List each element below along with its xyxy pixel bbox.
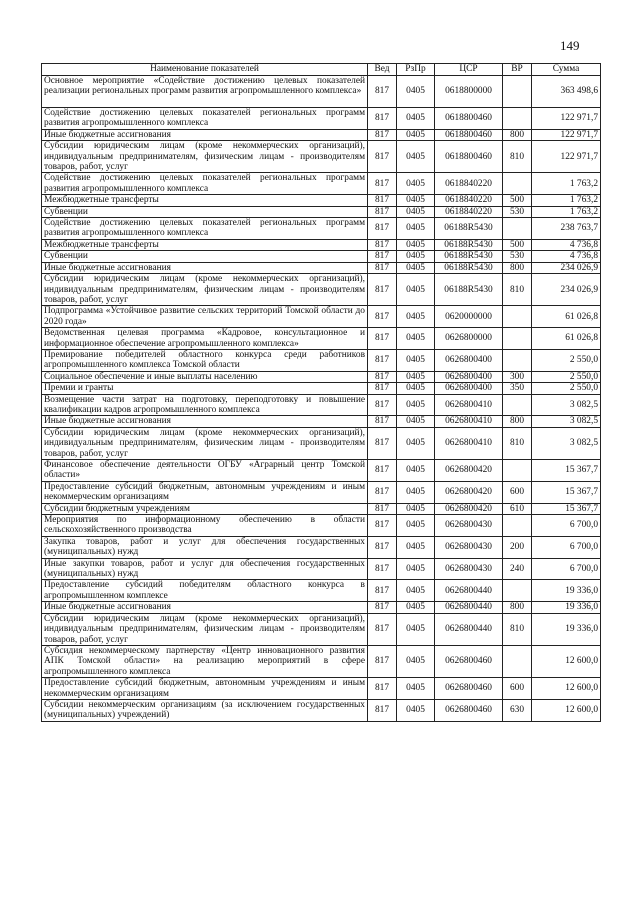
cell-name: Финансовое обеспечение деятельности ОГБУ «Аграрный центр Томской области»	[42, 460, 368, 482]
cell-ved: 817	[368, 536, 397, 558]
cell-name: Содействие достижению целевых показателей региональных программ развития агропромышленного комплекса	[42, 218, 368, 240]
table-row	[42, 173, 601, 195]
cell-csr: 0626800400	[435, 349, 503, 371]
table-body	[42, 76, 601, 722]
table-row	[42, 76, 601, 108]
table-row	[42, 515, 601, 537]
cell-ved: 817	[368, 699, 397, 721]
cell-rzpr: 0405	[397, 427, 435, 459]
cell-vr: 500	[503, 239, 532, 250]
cell-name: Межбюджетные трансферты	[42, 195, 368, 206]
cell-vr: 810	[503, 141, 532, 173]
cell-sum: 4 736,8	[532, 251, 601, 262]
cell-ved: 817	[368, 195, 397, 206]
cell-vr	[503, 394, 532, 416]
cell-csr: 0626800400	[435, 371, 503, 382]
cell-csr: 0626800410	[435, 427, 503, 459]
cell-rzpr: 0405	[397, 195, 435, 206]
cell-name: Субсидии юридическим лицам (кроме некоммерческих организаций), индивидуальным предпринимателям, физическим лицам - производителям товаров, работ, услуг	[42, 274, 368, 306]
cell-rzpr: 0405	[397, 602, 435, 613]
header-sum: Сумма	[532, 64, 601, 76]
cell-name: Межбюджетные трансферты	[42, 239, 368, 250]
cell-ved: 817	[368, 371, 397, 382]
table-row	[42, 580, 601, 602]
cell-rzpr: 0405	[397, 503, 435, 514]
cell-sum: 4 736,8	[532, 239, 601, 250]
cell-sum: 2 550,0	[532, 383, 601, 394]
cell-ved: 817	[368, 206, 397, 217]
table-row	[42, 427, 601, 459]
cell-name: Субсидии юридическим лицам (кроме некоммерческих организаций), индивидуальным предпринимателям, физическим лицам - производителям товаров, работ, услуг	[42, 427, 368, 459]
cell-name: Субвенции	[42, 206, 368, 217]
table-row	[42, 383, 601, 394]
cell-vr	[503, 173, 532, 195]
cell-sum: 19 336,0	[532, 580, 601, 602]
header-ved: Вед	[368, 64, 397, 76]
cell-name: Предоставление субсидий бюджетным, автономным учреждениям и иным некоммерческим организациям	[42, 481, 368, 503]
cell-csr: 0626800430	[435, 536, 503, 558]
cell-rzpr: 0405	[397, 108, 435, 130]
cell-csr: 06188R5430	[435, 262, 503, 273]
table-row	[42, 239, 601, 250]
cell-rzpr: 0405	[397, 515, 435, 537]
cell-csr: 06188R5430	[435, 274, 503, 306]
cell-ved: 817	[368, 416, 397, 427]
cell-sum: 12 600,0	[532, 645, 601, 677]
cell-name: Премирование победителей областного конкурса среди работников агропромышленного комплекса Томской области	[42, 349, 368, 371]
cell-sum: 61 026,8	[532, 328, 601, 350]
header-vr: ВР	[503, 64, 532, 76]
cell-rzpr: 0405	[397, 251, 435, 262]
cell-csr: 0626800420	[435, 481, 503, 503]
cell-name: Иные бюджетные ассигнования	[42, 602, 368, 613]
cell-csr: 0626800440	[435, 613, 503, 645]
cell-vr	[503, 349, 532, 371]
cell-csr: 06188R5430	[435, 251, 503, 262]
table-row	[42, 481, 601, 503]
header-csr: ЦСР	[435, 64, 503, 76]
cell-ved: 817	[368, 580, 397, 602]
cell-sum: 2 550,0	[532, 371, 601, 382]
cell-ved: 817	[368, 108, 397, 130]
cell-sum: 238 763,7	[532, 218, 601, 240]
table-row	[42, 394, 601, 416]
table-row	[42, 503, 601, 514]
cell-csr: 0620000000	[435, 306, 503, 328]
cell-sum: 19 336,0	[532, 613, 601, 645]
cell-rzpr: 0405	[397, 141, 435, 173]
cell-sum: 122 971,7	[532, 129, 601, 140]
cell-sum: 1 763,2	[532, 195, 601, 206]
cell-ved: 817	[368, 262, 397, 273]
cell-name: Содействие достижению целевых показателей региональных программ развития агропромышленного комплекса	[42, 173, 368, 195]
table-row	[42, 328, 601, 350]
cell-vr	[503, 76, 532, 108]
table-row	[42, 645, 601, 677]
cell-ved: 817	[368, 173, 397, 195]
cell-sum: 12 600,0	[532, 699, 601, 721]
cell-ved: 817	[368, 274, 397, 306]
cell-ved: 817	[368, 251, 397, 262]
cell-vr: 600	[503, 481, 532, 503]
table-row	[42, 141, 601, 173]
cell-name: Мероприятия по информационному обеспечению в области сельскохозяйственного производства	[42, 515, 368, 537]
cell-vr	[503, 580, 532, 602]
table-row	[42, 558, 601, 580]
cell-ved: 817	[368, 306, 397, 328]
table-row	[42, 129, 601, 140]
cell-vr: 600	[503, 678, 532, 700]
cell-sum: 6 700,0	[532, 536, 601, 558]
cell-csr: 0618800000	[435, 76, 503, 108]
cell-csr: 0626800000	[435, 328, 503, 350]
cell-csr: 0618800460	[435, 108, 503, 130]
cell-sum: 363 498,6	[532, 76, 601, 108]
cell-sum: 6 700,0	[532, 558, 601, 580]
cell-rzpr: 0405	[397, 416, 435, 427]
cell-name: Субсидии некоммерческим организациям (за исключением государственных (муниципальных) учреждений)	[42, 699, 368, 721]
cell-ved: 817	[368, 427, 397, 459]
cell-ved: 817	[368, 76, 397, 108]
cell-rzpr: 0405	[397, 613, 435, 645]
cell-rzpr: 0405	[397, 460, 435, 482]
cell-sum: 19 336,0	[532, 602, 601, 613]
cell-csr: 0626800460	[435, 678, 503, 700]
cell-rzpr: 0405	[397, 678, 435, 700]
cell-sum: 6 700,0	[532, 515, 601, 537]
cell-csr: 0626800420	[435, 460, 503, 482]
cell-csr: 0626800420	[435, 503, 503, 514]
cell-sum: 15 367,7	[532, 503, 601, 514]
cell-rzpr: 0405	[397, 481, 435, 503]
cell-sum: 2 550,0	[532, 349, 601, 371]
cell-ved: 817	[368, 349, 397, 371]
cell-ved: 817	[368, 613, 397, 645]
cell-vr: 240	[503, 558, 532, 580]
cell-csr: 0618800460	[435, 141, 503, 173]
cell-rzpr: 0405	[397, 306, 435, 328]
cell-rzpr: 0405	[397, 349, 435, 371]
cell-rzpr: 0405	[397, 645, 435, 677]
table-row	[42, 306, 601, 328]
cell-rzpr: 0405	[397, 76, 435, 108]
cell-sum: 3 082,5	[532, 416, 601, 427]
cell-sum: 3 082,5	[532, 394, 601, 416]
cell-sum: 122 971,7	[532, 108, 601, 130]
cell-name: Социальное обеспечение и иные выплаты населению	[42, 371, 368, 382]
cell-vr: 810	[503, 613, 532, 645]
cell-vr: 350	[503, 383, 532, 394]
cell-sum: 61 026,8	[532, 306, 601, 328]
table-row	[42, 206, 601, 217]
cell-name: Субсидии юридическим лицам (кроме некоммерческих организаций), индивидуальным предпринимателям, физическим лицам - производителям товаров, работ, услуг	[42, 613, 368, 645]
cell-rzpr: 0405	[397, 239, 435, 250]
cell-rzpr: 0405	[397, 699, 435, 721]
cell-vr	[503, 645, 532, 677]
table-row	[42, 678, 601, 700]
cell-rzpr: 0405	[397, 383, 435, 394]
cell-csr: 0626800460	[435, 645, 503, 677]
header-rzpr: РзПр	[397, 64, 435, 76]
table-row	[42, 349, 601, 371]
cell-vr	[503, 515, 532, 537]
cell-name: Ведомственная целевая программа «Кадровое, консультационное и информационное обеспечение агропромышленного комплекса»	[42, 328, 368, 350]
cell-csr: 0618840220	[435, 195, 503, 206]
cell-vr	[503, 306, 532, 328]
cell-ved: 817	[368, 558, 397, 580]
cell-name: Иные закупки товаров, работ и услуг для обеспечения государственных (муниципальных) нужд	[42, 558, 368, 580]
cell-rzpr: 0405	[397, 274, 435, 306]
cell-vr: 610	[503, 503, 532, 514]
cell-csr: 0618840220	[435, 173, 503, 195]
cell-vr: 800	[503, 416, 532, 427]
header-name: Наименование показателей	[42, 64, 368, 76]
cell-vr: 800	[503, 129, 532, 140]
cell-ved: 817	[368, 394, 397, 416]
cell-sum: 12 600,0	[532, 678, 601, 700]
cell-ved: 817	[368, 129, 397, 140]
cell-name: Предоставление субсидий победителям областного конкурса в агропромышленном комплексе	[42, 580, 368, 602]
cell-ved: 817	[368, 328, 397, 350]
table-row	[42, 699, 601, 721]
cell-rzpr: 0405	[397, 173, 435, 195]
cell-ved: 817	[368, 218, 397, 240]
cell-name: Предоставление субсидий бюджетным, автономным учреждениям и иным некоммерческим организациям	[42, 678, 368, 700]
cell-sum: 234 026,9	[532, 262, 601, 273]
table-row	[42, 195, 601, 206]
cell-csr: 0626800410	[435, 394, 503, 416]
cell-csr: 0618840220	[435, 206, 503, 217]
cell-csr: 0626800460	[435, 699, 503, 721]
cell-rzpr: 0405	[397, 129, 435, 140]
table-row	[42, 460, 601, 482]
cell-vr: 200	[503, 536, 532, 558]
cell-name: Основное мероприятие «Содействие достижению целевых показателей реализации региональных программ развития агропромышленного комплекса»	[42, 76, 368, 108]
cell-rzpr: 0405	[397, 218, 435, 240]
cell-sum: 122 971,7	[532, 141, 601, 173]
cell-name: Иные бюджетные ассигнования	[42, 416, 368, 427]
cell-vr: 800	[503, 262, 532, 273]
cell-name: Иные бюджетные ассигнования	[42, 262, 368, 273]
table-header-row	[42, 64, 601, 76]
cell-rzpr: 0405	[397, 580, 435, 602]
cell-name: Иные бюджетные ассигнования	[42, 129, 368, 140]
cell-sum: 3 082,5	[532, 427, 601, 459]
cell-vr	[503, 218, 532, 240]
cell-vr: 630	[503, 699, 532, 721]
cell-sum: 15 367,7	[532, 460, 601, 482]
cell-vr: 500	[503, 195, 532, 206]
table-row	[42, 108, 601, 130]
table-row	[42, 613, 601, 645]
cell-name: Подпрограмма «Устойчивое развитие сельских территорий Томской области до 2020 года»	[42, 306, 368, 328]
cell-sum: 1 763,2	[532, 206, 601, 217]
cell-ved: 817	[368, 503, 397, 514]
cell-name: Закупка товаров, работ и услуг для обеспечения государственных (муниципальных) нужд	[42, 536, 368, 558]
table-row	[42, 371, 601, 382]
table-row	[42, 251, 601, 262]
cell-name: Субвенции	[42, 251, 368, 262]
cell-csr: 06188R5430	[435, 218, 503, 240]
table-row	[42, 416, 601, 427]
cell-rzpr: 0405	[397, 206, 435, 217]
cell-ved: 817	[368, 515, 397, 537]
table-row	[42, 602, 601, 613]
cell-vr: 810	[503, 274, 532, 306]
cell-rzpr: 0405	[397, 328, 435, 350]
cell-vr: 800	[503, 602, 532, 613]
table-row	[42, 536, 601, 558]
cell-csr: 0626800440	[435, 602, 503, 613]
cell-sum: 234 026,9	[532, 274, 601, 306]
table-row	[42, 274, 601, 306]
cell-rzpr: 0405	[397, 262, 435, 273]
cell-ved: 817	[368, 383, 397, 394]
cell-ved: 817	[368, 645, 397, 677]
cell-rzpr: 0405	[397, 536, 435, 558]
cell-csr: 0626800430	[435, 515, 503, 537]
budget-table	[41, 63, 601, 722]
cell-csr: 0626800410	[435, 416, 503, 427]
cell-rzpr: 0405	[397, 558, 435, 580]
cell-name: Возмещение части затрат на подготовку, переподготовку и повышение квалификации кадров агропромышленного комплекса	[42, 394, 368, 416]
cell-ved: 817	[368, 239, 397, 250]
cell-ved: 817	[368, 460, 397, 482]
table-row	[42, 218, 601, 240]
cell-vr: 810	[503, 427, 532, 459]
cell-rzpr: 0405	[397, 371, 435, 382]
cell-sum: 15 367,7	[532, 481, 601, 503]
cell-ved: 817	[368, 602, 397, 613]
cell-sum: 1 763,2	[532, 173, 601, 195]
cell-csr: 0618800460	[435, 129, 503, 140]
cell-name: Премии и гранты	[42, 383, 368, 394]
page-number: 149	[560, 38, 580, 53]
cell-name: Содействие достижению целевых показателей региональных программ развития агропромышленного комплекса	[42, 108, 368, 130]
cell-csr: 06188R5430	[435, 239, 503, 250]
cell-vr: 300	[503, 371, 532, 382]
cell-name: Субсидии бюджетным учреждениям	[42, 503, 368, 514]
cell-ved: 817	[368, 678, 397, 700]
cell-vr: 530	[503, 251, 532, 262]
cell-rzpr: 0405	[397, 394, 435, 416]
cell-csr: 0626800440	[435, 580, 503, 602]
cell-name: Субсидия некоммерческому партнерству «Центр инновационного развития АПК Томской области» на реализацию мероприятий в сфере агропромышленного комплекса	[42, 645, 368, 677]
cell-vr	[503, 108, 532, 130]
cell-ved: 817	[368, 141, 397, 173]
cell-vr: 530	[503, 206, 532, 217]
cell-vr	[503, 328, 532, 350]
table-row	[42, 262, 601, 273]
cell-vr	[503, 460, 532, 482]
cell-csr: 0626800400	[435, 383, 503, 394]
cell-name: Субсидии юридическим лицам (кроме некоммерческих организаций), индивидуальным предпринимателям, физическим лицам - производителям товаров, работ, услуг	[42, 141, 368, 173]
cell-ved: 817	[368, 481, 397, 503]
cell-csr: 0626800430	[435, 558, 503, 580]
